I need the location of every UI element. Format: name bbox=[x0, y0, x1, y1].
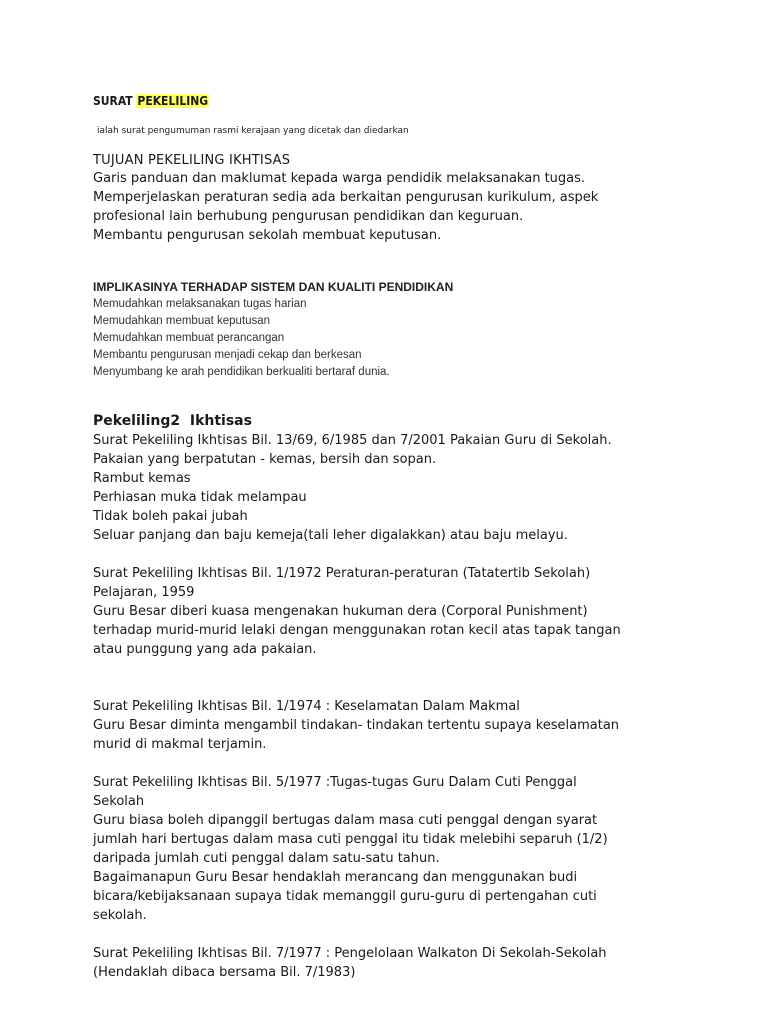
pekeliling-line: murid di makmal terjamin. bbox=[93, 737, 267, 752]
pekeliling-line: terhadap murid-murid lelaki dengan menggunakan rotan kecil atas tapak tangan bbox=[93, 623, 621, 638]
section-implikasi bbox=[93, 279, 453, 381]
section-pekeliling bbox=[93, 411, 621, 982]
pekeliling-line: Guru Besar diberi kuasa mengenakan hukuman dera (Corporal Punishment) bbox=[93, 604, 588, 619]
title-prefix: SURAT bbox=[93, 94, 137, 108]
section-tujuan bbox=[93, 152, 693, 245]
pekeliling-line: Guru biasa boleh dipanggil bertugas dalam masa cuti penggal dengan syarat bbox=[93, 813, 598, 828]
pekeliling-line: Sekolah bbox=[93, 794, 145, 809]
pekeliling-line: Guru Besar diminta mengambil tindakan- tindakan tertentu supaya keselamatan bbox=[93, 718, 620, 733]
document-title bbox=[93, 93, 209, 109]
tujuan-line: Membantu pengurusan sekolah membuat keputusan. bbox=[93, 228, 442, 243]
pekeliling-line: Surat Pekeliling Ikhtisas Bil. 13/69, 6/1985 dan 7/2001 Pakaian Guru di Sekolah. bbox=[93, 433, 612, 448]
pekeliling-line: atau punggung yang ada pakaian. bbox=[93, 642, 317, 657]
tujuan-line: Garis panduan dan maklumat kepada warga pendidik melaksanakan tugas. bbox=[93, 171, 586, 186]
implikasi-item: Memudahkan membuat keputusan bbox=[93, 315, 271, 327]
implikasi-item: Menyumbang ke arah pendidikan berkualiti bertaraf dunia. bbox=[93, 366, 390, 378]
section-pekeliling-heading: Pekeliling2 Ikhtisas bbox=[93, 413, 252, 429]
pekeliling-line: Seluar panjang dan baju kemeja(tali leher digalakkan) atau baju melayu. bbox=[93, 528, 568, 543]
section-tujuan-heading: TUJUAN PEKELILING IKHTISAS bbox=[93, 153, 291, 168]
title-highlight: PEKELILING bbox=[137, 94, 209, 108]
pekeliling-line: Surat Pekeliling Ikhtisas Bil. 7/1977 : Pengelolaan Walkaton Di Sekolah-Sekolah bbox=[93, 946, 607, 961]
pekeliling-line: (Hendaklah dibaca bersama Bil. 7/1983) bbox=[93, 965, 356, 980]
paragraph-gap bbox=[93, 659, 621, 697]
paragraph-gap bbox=[93, 754, 621, 773]
pekeliling-line: Pakaian yang berpatutan - kemas, bersih dan sopan. bbox=[93, 452, 437, 467]
pekeliling-line: Pelajaran, 1959 bbox=[93, 585, 195, 600]
pekeliling-line: Surat Pekeliling Ikhtisas Bil. 1/1972 Peraturan-peraturan (Tatatertib Sekolah) bbox=[93, 566, 591, 581]
tujuan-line: profesional lain berhubung pengurusan pendidikan dan keguruan. bbox=[93, 209, 524, 224]
pekeliling-line: Bagaimanapun Guru Besar hendaklah merancang dan menggunakan budi bbox=[93, 870, 578, 885]
pekeliling-line: Surat Pekeliling Ikhtisas Bil. 1/1974 : Keselamatan Dalam Makmal bbox=[93, 699, 520, 714]
paragraph-gap bbox=[93, 545, 621, 564]
pekeliling-line: bicara/kebijaksanaan supaya tidak memanggil guru-guru di pertengahan cuti bbox=[93, 889, 597, 904]
pekeliling-line: Perhiasan muka tidak melampau bbox=[93, 490, 307, 505]
tujuan-line: Memperjelaskan peraturan sedia ada berkaitan pengurusan kurikulum, aspek bbox=[93, 190, 599, 205]
pekeliling-line: jumlah hari bertugas dalam masa cuti penggal itu tidak melebihi separuh (1/2) bbox=[93, 832, 608, 847]
implikasi-item: Membantu pengurusan menjadi cekap dan berkesan bbox=[93, 349, 362, 361]
section-implikasi-heading: IMPLIKASINYA TERHADAP SISTEM DAN KUALITI PENDIDIKAN bbox=[93, 280, 454, 294]
implikasi-item: Memudahkan membuat perancangan bbox=[93, 332, 285, 344]
pekeliling-line: sekolah. bbox=[93, 908, 147, 923]
subtitle: ialah surat pengumuman rasmi kerajaan yang dicetak dan diedarkan bbox=[97, 126, 409, 136]
pekeliling-line: Tidak boleh pakai jubah bbox=[93, 509, 248, 524]
pekeliling-line: Surat Pekeliling Ikhtisas Bil. 5/1977 :Tugas-tugas Guru Dalam Cuti Penggal bbox=[93, 775, 577, 790]
implikasi-item: Memudahkan melaksanakan tugas harian bbox=[93, 298, 307, 310]
pekeliling-line: daripada jumlah cuti penggal dalam satu-satu tahun. bbox=[93, 851, 440, 866]
paragraph-gap bbox=[93, 925, 621, 944]
pekeliling-line: Rambut kemas bbox=[93, 471, 191, 486]
